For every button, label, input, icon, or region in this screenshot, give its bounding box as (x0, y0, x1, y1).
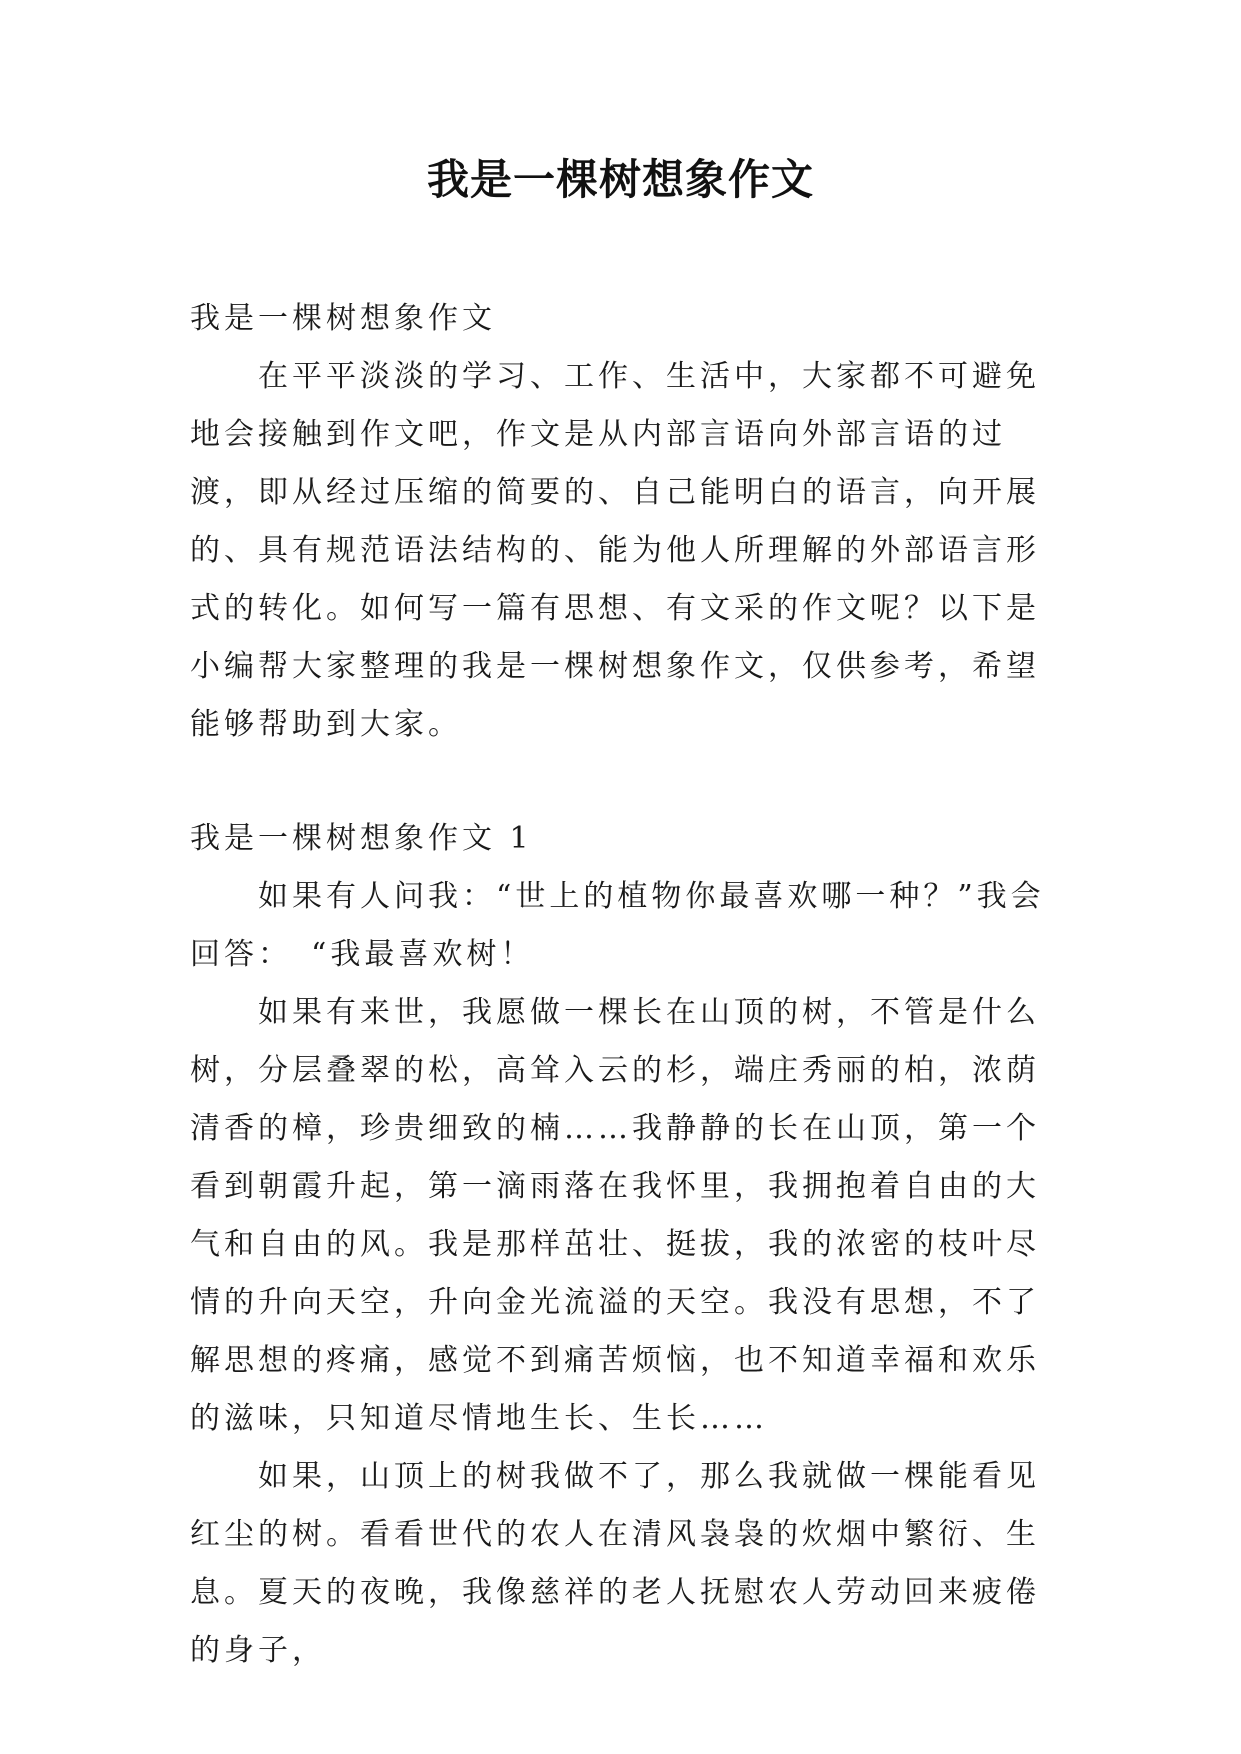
body-paragraph: 如果有人问我：“世上的植物你最喜欢哪一种？”我会回答： “我最喜欢树！ (190, 879, 1045, 972)
body-paragraph: 如果有来世，我愿做一棵长在山顶的树，不管是什么树，分层叠翠的松，高耸入云的杉，端庄秀丽的柏，浓荫清香的樟，珍贵细致的楠……我静静的长在山顶，第一个看到朝霞升起，第一滴雨落在我怀里，我拥抱着自由的大气和自由的风。我是那样茁壮、挺拔，我的浓密的枝叶尽情的升向天空，升向金光流溢的天空。我没有思想，不了解思想的疼痛，感觉不到痛苦烦恼，也不知道幸福和欢乐的滋味，只知道尽情地生长、生长…… (190, 995, 1040, 1436)
intro-paragraph: 在平平淡淡的学习、工作、生活中，大家都不可避免地会接触到作文吧，作文是从内部言语向外部言语的过渡，即从经过压缩的简要的、自己能明白的语言，向开展的、具有规范语法结构的、能为他人所理解的外部语言形式的转化。如何写一篇有思想、有文采的作文呢？以下是小编帮大家整理的我是一棵树想象作文，仅供参考，希望能够帮助到大家。 (190, 359, 1040, 742)
intro-heading: 我是一棵树想象作文 (190, 301, 496, 336)
body-paragraph: 如果，山顶上的树我做不了，那么我就做一棵能看见红尘的树。看看世代的农人在清风袅袅的炊烟中繁衍、生息。夏天的夜晚，我像慈祥的老人抚慰农人劳动回来疲倦的身子， (190, 1459, 1040, 1668)
document-body (190, 290, 1050, 1680)
section-spacer (190, 754, 1050, 810)
document-title: 我是一棵树想象作文 (426, 155, 814, 204)
section-heading: 我是一棵树想象作文 1 (190, 821, 533, 856)
